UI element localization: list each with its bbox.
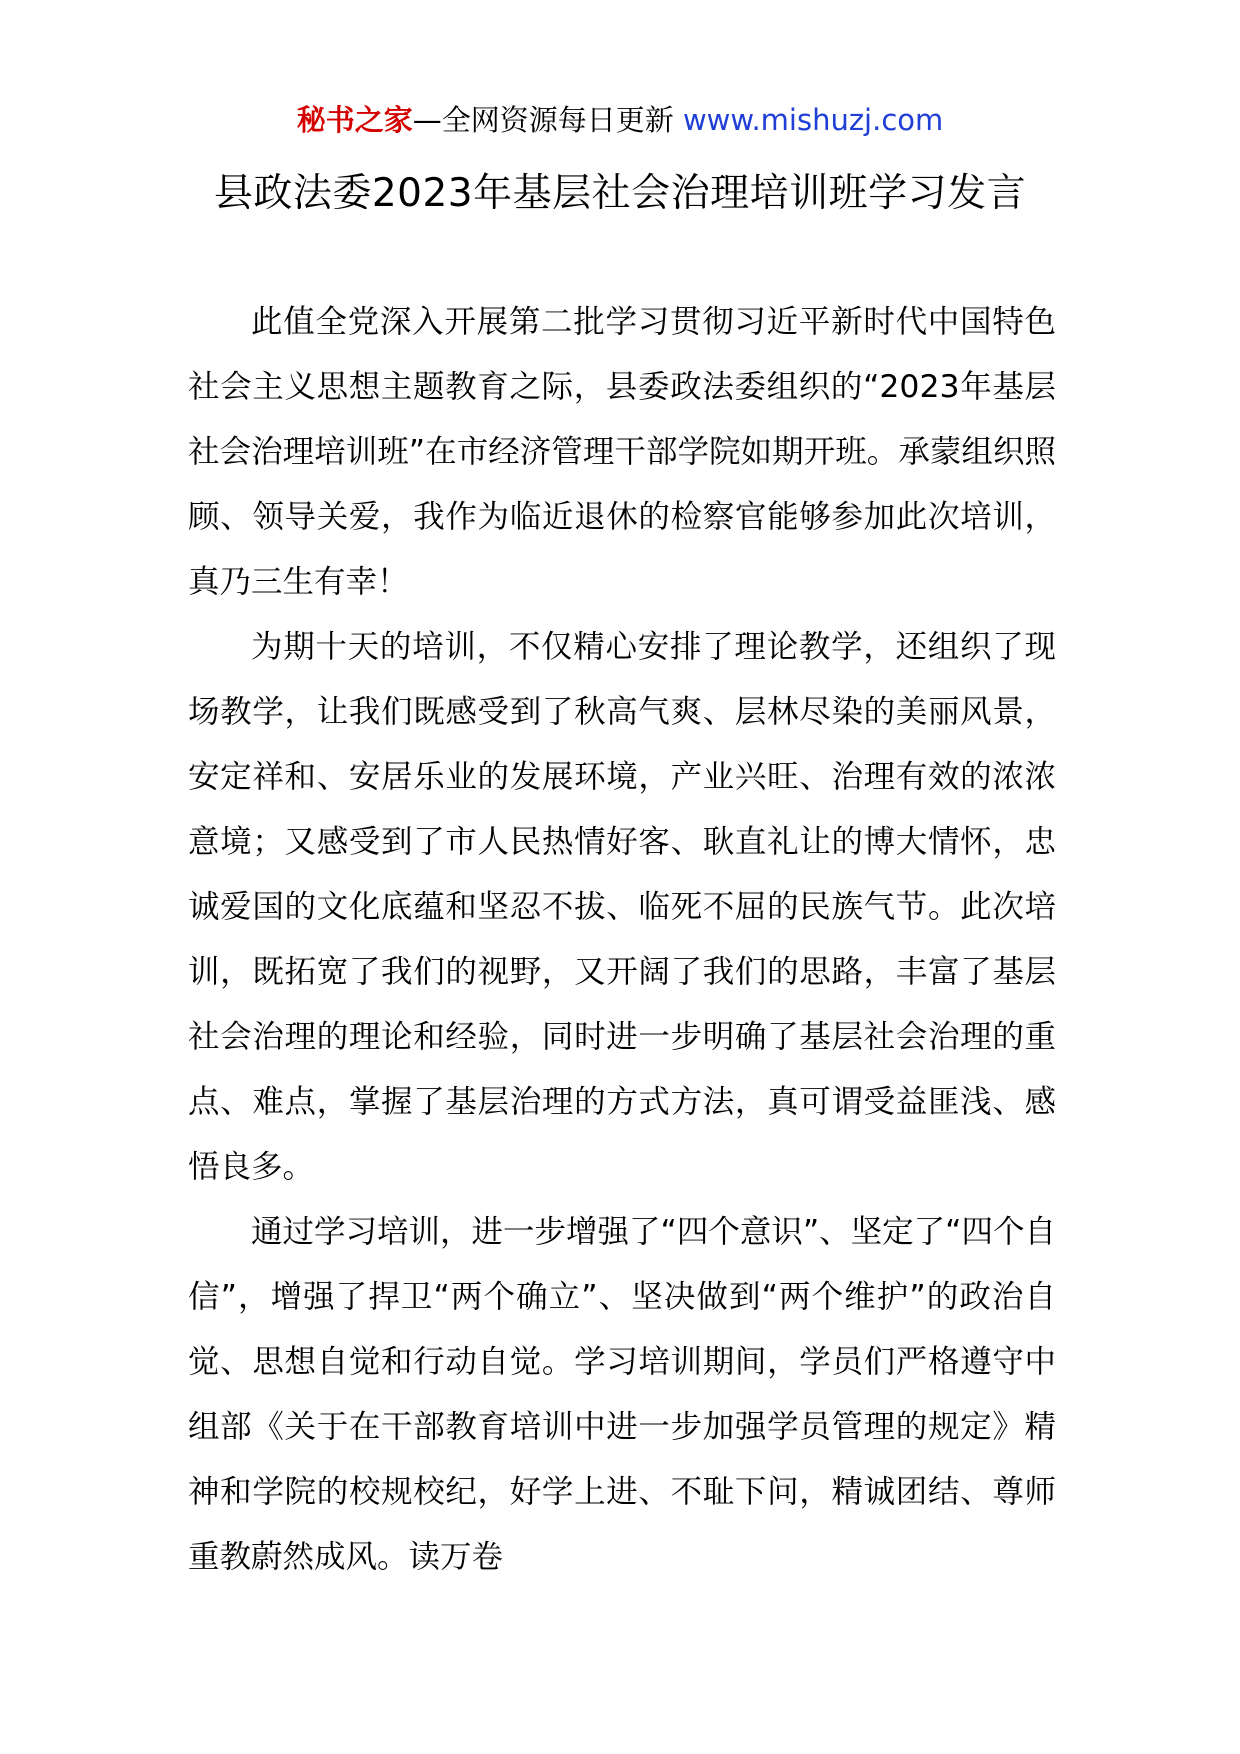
brand-name: 秘书之家 <box>296 103 413 137</box>
paragraph: 此值全党深入开展第二批学习贯彻习近平新时代中国特色社会主义思想主题教育之际，县委政法委组织的“2023年基层社会治理培训班”在市经济管理干部学院如期开班。承蒙组织照顾、领导关爱，我作为临近退休的检察官能够参加此次培训，真乃三生有幸！ <box>188 304 1056 600</box>
paragraph: 为期十天的培训，不仅精心安排了理论教学，还组织了现场教学，让我们既感受到了秋高气爽、层林尽染的美丽风景，安定祥和、安居乐业的发展环境，产业兴旺、治理有效的浓浓意境；又感受到了市人民热情好客、耿直礼让的博大情怀，忠诚爱国的文化底蕴和坚忍不拔、临死不屈的民族气节。此次培训，既拓宽了我们的视野，又开阔了我们的思路，丰富了基层社会治理的理论和经验，同时进一步明确了基层社会治理的重点、难点，掌握了基层治理的方式方法，真可谓受益匪浅、感悟良多。 <box>188 629 1056 1185</box>
header-tagline: —全网资源每日更新 <box>412 103 683 137</box>
site-url-link[interactable]: www.mishuzj.com <box>682 103 944 137</box>
paragraph: 通过学习培训，进一步增强了“四个意识”、坚定了“四个自信”，增强了捍卫“两个确立”、坚决做到“两个维护”的政治自觉、思想自觉和行动自觉。学习培训期间，学员们严格遵守中组部《关于在干部教育培训中进一步加强学员管理的规定》精神和学院的校规校纪，好学上进、不耻下问，精诚团结、尊师重教蔚然成风。读万卷 <box>188 1214 1056 1575</box>
site-header <box>0 100 1240 140</box>
document-body <box>188 290 1056 1590</box>
document-title: 县政法委2023年基层社会治理培训班学习发言 <box>213 171 1027 216</box>
